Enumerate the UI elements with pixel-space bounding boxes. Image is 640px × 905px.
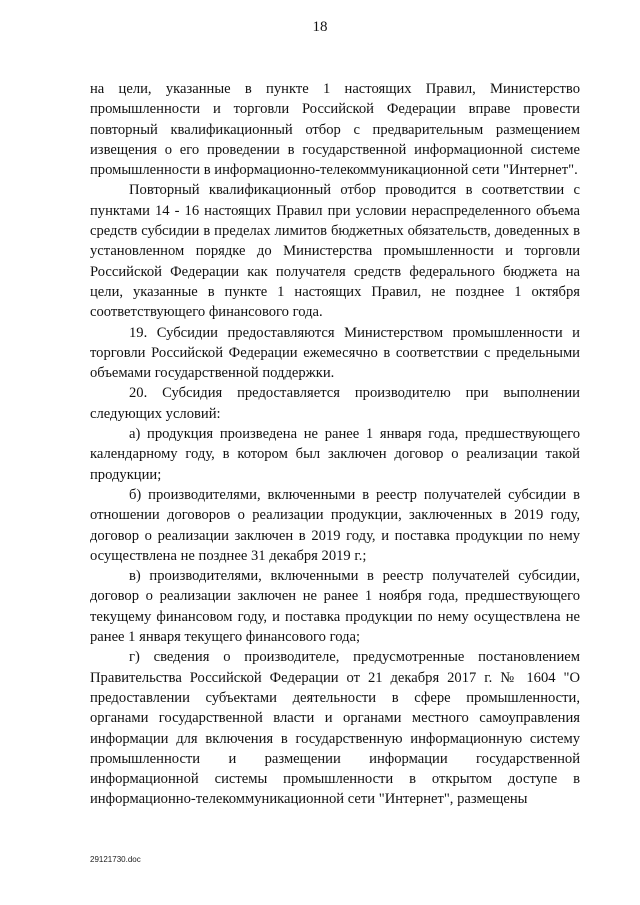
paragraph-condition-a: а) продукция произведена не ранее 1 января года, предшествующего календарному году, в котором был заключен договор о реализации такой продукции; bbox=[90, 426, 580, 483]
document-body bbox=[90, 79, 580, 810]
paragraph-repeat-selection: Повторный квалификационный отбор проводится в соответствии с пунктами 14 - 16 настоящих Правил при условии нераспределенного объема средств субсидии в пределах лимитов бюджетных обязательств, доведенных в установленном порядке до Министерства промышленности и торговли Российской Федерации как получателя средств федерального бюджета на цели, указанные в пункте 1 настоящих Правил, не позднее 1 октября соответствующего финансового года. bbox=[90, 182, 580, 321]
paragraph-continuation: на цели, указанные в пункте 1 настоящих Правил, Министерство промышленности и торговли Российской Федерации вправе провести повторный квалификационный отбор с предварительным размещением извещения о его проведении в государственной информационной системе промышленности в информационно-телекоммуникационной сети "Интернет". bbox=[90, 81, 580, 179]
page-number: 18 bbox=[312, 19, 328, 35]
paragraph-condition-v: в) производителями, включенными в реестр получателей субсидии, договор о реализации заключен не ранее 1 ноября года, предшествующего текущему финансовом году, и поставка продукции по нему осуществлена не ранее 1 января текущего финансового года; bbox=[90, 568, 580, 646]
paragraph-item-20: 20. Субсидия предоставляется производителю при выполнении следующих условий: bbox=[90, 385, 580, 422]
paragraph-condition-g: г) сведения о производителе, предусмотренные постановлением Правительства Российской Федерации от 21 декабря 2017 г. № 1604 "О предоставлении субъектами деятельности в сфере промышленности, органами государственной власти и органами местного самоуправления информации для включения в государственную информационную систему промышленности и размещении информации государственной информационной системы промышленности в открытом доступе в информационно-телекоммуникационной сети "Интернет", размещены bbox=[90, 649, 580, 808]
paragraph-item-19: 19. Субсидии предоставляются Министерством промышленности и торговли Российской Федерации ежемесячно в соответствии с предельными объемами государственной поддержки. bbox=[90, 324, 580, 382]
paragraph-condition-b: б) производителями, включенными в реестр получателей субсидии в отношении договоров о реализации продукции, заключенных в 2019 году, договор о реализации заключен в 2019 году, и поставка продукции по нему осуществлена не позднее 31 декабря 2019 г.; bbox=[90, 486, 580, 564]
document-filename-footer: 29121730.doc bbox=[90, 855, 141, 864]
